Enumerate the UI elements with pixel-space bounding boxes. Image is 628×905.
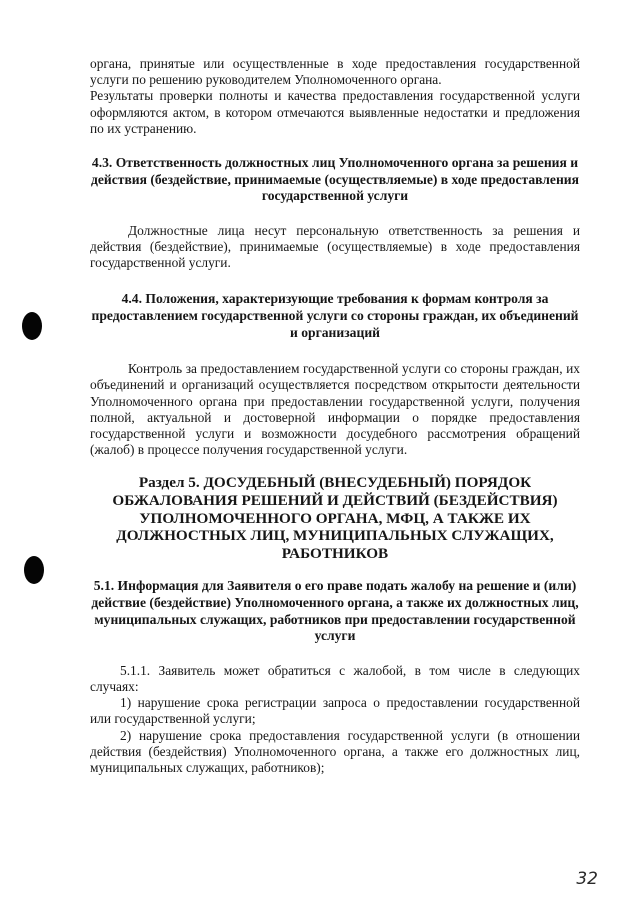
punch-hole-bottom — [24, 556, 44, 584]
paragraph-officials-responsibility: Должностные лица несут персональную ответственность за решения и действия (бездействие), принимаемые (осуществляемые) в ходе предоставления государственной услуги. — [90, 222, 580, 271]
document-page — [90, 56, 580, 776]
paragraph-continuation: органа, принятые или осуществленные в ходе предоставления государственной услуги по решению руководителем Уполномоченного органа. — [90, 56, 580, 88]
list-item-1: 1) нарушение срока регистрации запроса о предоставлении государственной или государственной услуги; — [90, 695, 580, 727]
paragraph-public-control: Контроль за предоставлением государственной услуги со стороны граждан, их объединений и организаций осуществляется посредством открытости деятельности Уполномоченного органа при предоставлении государственной услуги, получения полной, актуальной и достоверной информации о порядке предоставления государственной услуги и возможности досудебного рассмотрения обращений (жалоб) в процессе получения государственной услуги. — [90, 361, 580, 458]
paragraph-5-1-1: 5.1.1. Заявитель может обратиться с жалобой, в том числе в следующих случаях: — [90, 662, 580, 694]
heading-section-5: Раздел 5. ДОСУДЕБНЫЙ (ВНЕСУДЕБНЫЙ) ПОРЯДОК ОБЖАЛОВАНИЯ РЕШЕНИЙ И ДЕЙСТВИЙ (БЕЗДЕЙСТВИЯ) УПОЛНОМОЧЕННОГО ОРГАНА, МФЦ, А ТАКЖЕ ИХ ДОЛЖНОСТНЫХ ЛИЦ, МУНИЦИПАЛЬНЫХ СЛУЖАЩИХ, РАБОТНИКОВ — [112, 474, 558, 562]
heading-5-1: 5.1. Информация для Заявителя о его праве подать жалобу на решение и (или) действие (бездействие) Уполномоченного органа, а также их должностных лиц, муниципальных служащих, работников при предоставлении государственной услуги — [91, 578, 579, 644]
page-number: 32 — [576, 869, 598, 889]
heading-4-3: 4.3. Ответственность должностных лиц Уполномоченного органа за решения и действия (бездействие, принимаемые (осуществляемые) в ходе предоставления государственной услуги — [91, 155, 579, 204]
list-item-2: 2) нарушение срока предоставления государственной услуги (в отношении действия (бездействия) Уполномоченного органа, а также его должностных лиц, муниципальных служащих, работников); — [90, 727, 580, 775]
paragraph-inspection-results: Результаты проверки полноты и качества предоставления государственной услуги оформляются актом, в котором отмечаются выявленные недостатки и предложения по их устранению. — [90, 88, 580, 136]
heading-4-4: 4.4. Положения, характеризующие требования к формам контроля за предоставлением государственной услуги со стороны граждан, их объединений и организаций — [91, 291, 579, 340]
punch-hole-top — [22, 312, 42, 340]
